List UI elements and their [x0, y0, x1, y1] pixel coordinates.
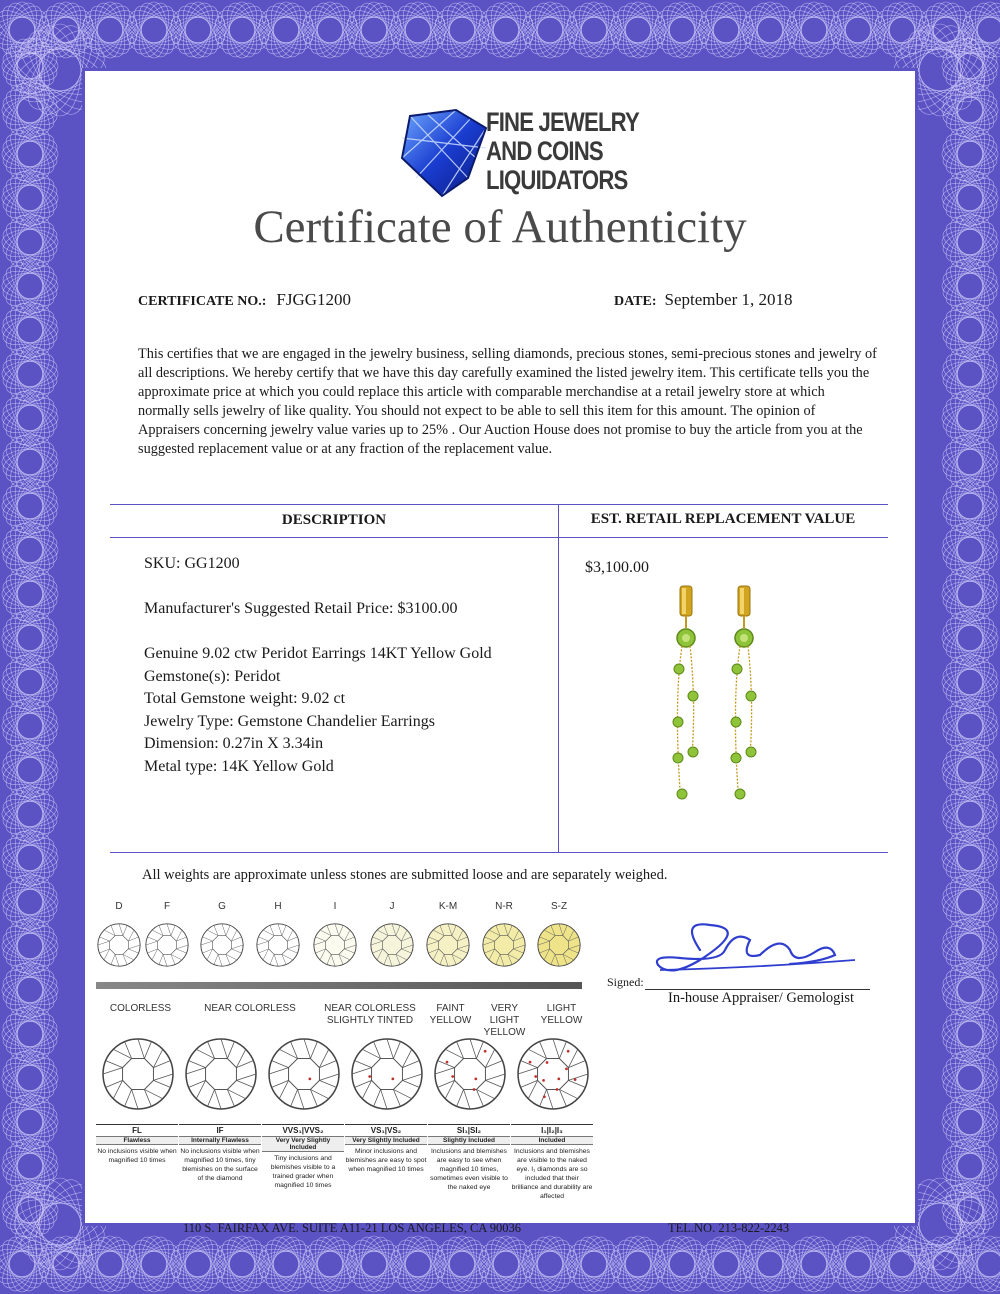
round-diamond-icon: [515, 1036, 591, 1117]
color-group-line-2: SLIGHTLY TINTED: [326, 1015, 414, 1026]
certificate-number: [138, 290, 351, 310]
clarity-grade: [511, 1124, 593, 1201]
certificate-no-value: FJGG1200: [276, 290, 351, 309]
weights-note: All weights are approximate unless stones are submitted loose and are separately weighed.: [142, 867, 668, 883]
table-bottom-rule: [110, 852, 888, 853]
page-title: Certificate of Authenticity: [253, 201, 747, 253]
clarity-grade: [179, 1124, 261, 1183]
color-grade-letter: I: [333, 901, 337, 912]
round-diamond-icon: [481, 922, 527, 973]
color-group-line-1: FAINT: [436, 1003, 465, 1014]
round-diamond-icon: [349, 1036, 425, 1117]
certificate-date: [614, 290, 792, 310]
round-diamond-icon: [266, 1036, 342, 1117]
color-grade-letter: K-M: [438, 901, 458, 912]
color-group-label: [533, 1003, 590, 1027]
logo-line-2: AND COINS: [486, 136, 603, 166]
color-grade-letter: H: [274, 901, 282, 912]
color-group-line-2: YELLOW: [429, 1015, 472, 1026]
round-diamond-icon: [312, 922, 358, 973]
clarity-grade: [262, 1124, 344, 1190]
color-group-line-1: LIGHT: [546, 1003, 577, 1014]
round-diamond-icon: [144, 922, 190, 973]
msrp: Manufacturer's Suggested Retail Price: $3100.00: [144, 600, 458, 617]
clarity-grade-code: SI₁|SI₂: [428, 1124, 510, 1135]
color-grade-letter: F: [163, 901, 171, 912]
clarity-grade-description: Inclusions and blemishes are easy to see when magnified 10 times, sometimes even visible to the naked eye: [430, 1148, 508, 1191]
round-diamond-icon: [255, 922, 301, 973]
round-diamond-icon: [432, 1036, 508, 1117]
clarity-grade-name: Flawless: [96, 1136, 178, 1145]
table-header-rule: [110, 537, 888, 538]
logo-line-3: LIQUIDATORS: [486, 165, 628, 195]
description-column-header: DESCRIPTION: [281, 512, 387, 528]
round-diamond-icon: [369, 922, 415, 973]
detail-line: Jewelry Type: Gemstone Chandelier Earrings: [144, 712, 435, 730]
signature-scrawl: [640, 910, 870, 985]
value-column-header: EST. RETAIL REPLACEMENT VALUE: [590, 511, 856, 527]
color-group-line-2: YELLOW: [483, 1027, 526, 1038]
item-details: [144, 643, 492, 778]
color-group-line-1: NEAR COLORLESS: [324, 1003, 416, 1014]
peridot-earrings-image: [660, 580, 780, 820]
certificate-no-label: CERTIFICATE NO.:: [138, 294, 267, 309]
clarity-grade-description: Tiny inclusions and blemishes visible to a trained grader when magnified 10 times: [270, 1155, 336, 1189]
color-grade-letter: J: [389, 901, 395, 912]
diamond-logo-icon: [396, 108, 494, 198]
color-group-line-1: VERY LIGHT: [489, 1003, 520, 1026]
clarity-grade-name: Very Slightly Included: [345, 1136, 427, 1145]
clarity-grade: [345, 1124, 427, 1174]
logo-wordmark: [486, 108, 639, 195]
color-scale-bar: [96, 982, 582, 989]
clarity-grade-name: Internally Flawless: [179, 1136, 261, 1145]
sku: SKU: GG1200: [144, 555, 240, 572]
clarity-grade-name: Very Very Slightly Included: [262, 1136, 344, 1152]
table-top-rule: [110, 504, 888, 505]
clarity-grade-code: FL: [96, 1124, 178, 1135]
color-grade-letter: S-Z: [550, 901, 568, 912]
color-group-label: [476, 1003, 533, 1039]
round-diamond-icon: [96, 922, 142, 973]
clarity-grade: [96, 1124, 178, 1165]
clarity-grade-code: IF: [179, 1124, 261, 1135]
color-grade-letter: G: [218, 901, 226, 912]
table-column-divider: [558, 504, 559, 852]
color-group-label: [425, 1003, 476, 1027]
color-group-line-1: NEAR COLORLESS: [204, 1003, 296, 1014]
round-diamond-icon: [183, 1036, 259, 1117]
footer-address: 110 S. FAIRFAX AVE. SUITE A11-21 LOS ANGELES, CA 90036: [183, 1221, 521, 1235]
logo-line-1: FINE JEWELRY: [486, 107, 639, 137]
appraiser-role: In-house Appraiser/ Gemologist: [668, 990, 855, 1006]
clarity-grade-code: VVS₁|VVS₂: [262, 1124, 344, 1135]
clarity-grade-description: Inclusions and blemishes are visible to the naked eye. I₁ diamonds are so included that their brilliance and durability are affected: [511, 1148, 593, 1200]
color-group-label: [96, 1003, 185, 1015]
detail-line: Gemstone(s): Peridot: [144, 667, 281, 685]
detail-line: Genuine 9.02 ctw Peridot Earrings 14KT Yellow Gold: [144, 645, 492, 662]
clarity-grade-description: No inclusions visible when magnified 10 times, tiny blemishes on the surface of the diamond: [180, 1148, 260, 1182]
clarity-grade-name: Included: [511, 1136, 593, 1145]
clarity-grade-description: No inclusions visible when magnified 10 times: [97, 1148, 177, 1164]
detail-line: Metal type: 14K Yellow Gold: [144, 757, 334, 775]
round-diamond-icon: [100, 1036, 176, 1117]
footer-phone: TEL.NO. 213-822-2243: [668, 1221, 790, 1235]
clarity-grade-description: Minor inclusions and blemishes are easy to spot when magnified 10 times: [345, 1148, 427, 1173]
color-group-line-2: YELLOW: [540, 1015, 583, 1026]
color-group-line-1: COLORLESS: [109, 1003, 172, 1014]
clarity-grade-name: Slightly Included: [428, 1136, 510, 1145]
detail-line: Dimension: 0.27in X 3.34in: [144, 735, 324, 752]
color-group-label: [315, 1003, 425, 1027]
detail-line: Total Gemstone weight: 9.02 ct: [144, 690, 346, 707]
round-diamond-icon: [425, 922, 471, 973]
replacement-value: $3,100.00: [585, 559, 649, 576]
color-grade-letter: N-R: [495, 901, 513, 912]
round-diamond-icon: [199, 922, 245, 973]
date-label: DATE:: [614, 294, 657, 309]
certification-statement: This certifies that we are engaged in the jewelry business, selling diamonds, precious stones, semi-precious stones and jewelry of all descriptions. We hereby certify that we have this day carefully examined the listed jewelry item. This certificate tells you the approximate price at which you could replace this article with comparable merchandise at a retail jewelry store at which normally sells jewelry of like quality. You should not expect to be able to sell this item for this amount. The opinion of Appraisers concerning jewelry value varies up to 25% . Our Auction House does not promise to buy the article from you at the suggested replacement value or at any fraction of the replacement value.: [138, 346, 877, 457]
clarity-grade-code: VS₁|VS₂: [345, 1124, 427, 1135]
color-group-label: [185, 1003, 315, 1015]
date-value: September 1, 2018: [664, 290, 793, 309]
clarity-grade-code: I₁|I₂|I₃: [511, 1124, 593, 1135]
signed-label: Signed:: [607, 975, 644, 989]
color-grade-letter: D: [115, 901, 123, 912]
round-diamond-icon: [536, 922, 582, 973]
clarity-grade: [428, 1124, 510, 1192]
